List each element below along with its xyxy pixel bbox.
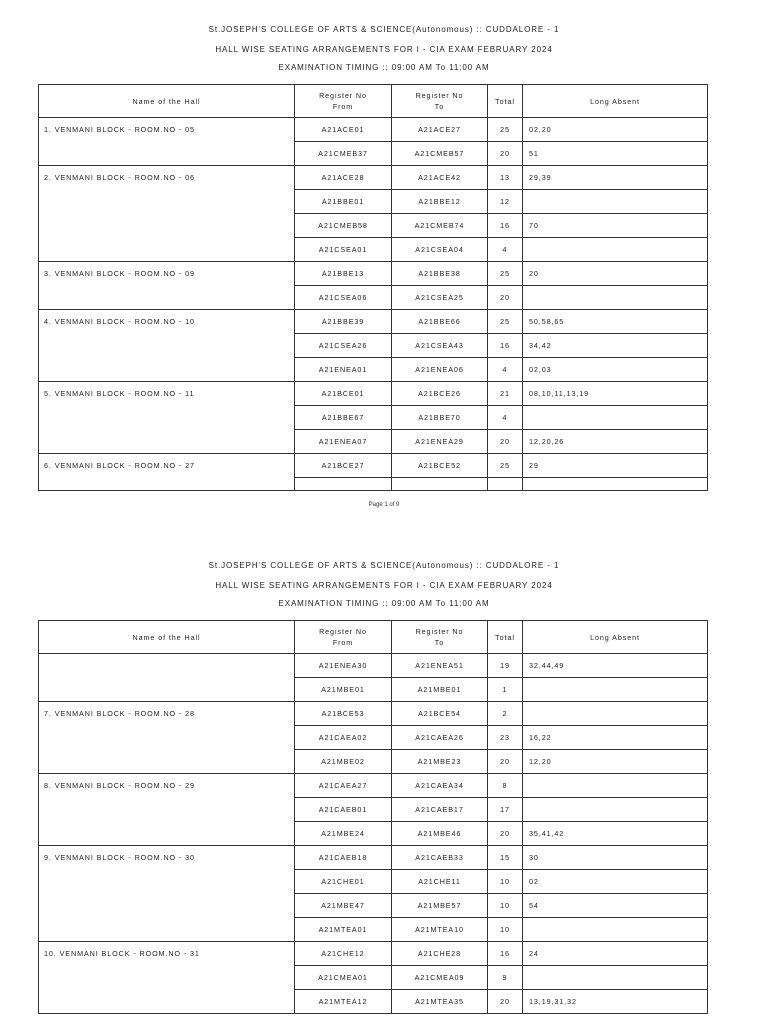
register-to-cell: A21ENEA29 (392, 430, 488, 454)
total-cell: 20 (488, 142, 523, 166)
table-row (39, 118, 708, 142)
register-to-cell: A21CSEA25 (392, 286, 488, 310)
total-cell: 20 (488, 990, 523, 1014)
register-from-cell: A21MBE02 (295, 750, 392, 774)
table-row (39, 654, 708, 678)
register-to-cell: A21MBE01 (392, 678, 488, 702)
table-row (39, 310, 708, 334)
register-from-cell: A21CAEB01 (295, 798, 392, 822)
column-header-absent: Long Absent (523, 621, 708, 654)
hall-name-cell: 2. VENMANI BLOCK - ROOM.NO - 06 (39, 166, 295, 262)
register-to-cell: A21ENEA51 (392, 654, 488, 678)
register-to-cell: A21CMEA09 (392, 966, 488, 990)
register-to-cell: A21BBE12 (392, 190, 488, 214)
long-absent-cell (523, 406, 708, 430)
total-cell: 20 (488, 750, 523, 774)
total-cell: 9 (488, 966, 523, 990)
register-to-cell: A21BCE52 (392, 454, 488, 478)
long-absent-cell (523, 238, 708, 262)
hall-name-cell: 7. VENMANI BLOCK - ROOM.NO - 28 (39, 702, 295, 774)
column-header-to: Register No To (392, 621, 488, 654)
long-absent-cell: 02,20 (523, 118, 708, 142)
hall-name-cell: 6. VENMANI BLOCK - ROOM.NO - 27 (39, 454, 295, 491)
total-cell: 1 (488, 678, 523, 702)
register-to-cell: A21CSEA04 (392, 238, 488, 262)
register-to-cell: A21CAEA34 (392, 774, 488, 798)
table-row (39, 454, 708, 478)
table-row (39, 262, 708, 286)
register-to-cell: A21BBE70 (392, 406, 488, 430)
column-header-hall: Name of the Hall (39, 85, 295, 118)
total-cell: 20 (488, 822, 523, 846)
long-absent-cell: 51 (523, 142, 708, 166)
register-to-cell: A21BBE38 (392, 262, 488, 286)
total-cell: 25 (488, 118, 523, 142)
long-absent-cell: 16,22 (523, 726, 708, 750)
register-from-cell: A21BCE53 (295, 702, 392, 726)
register-to-cell: A21MTEA35 (392, 990, 488, 1014)
register-to-cell: A21MBE57 (392, 894, 488, 918)
total-cell: 20 (488, 286, 523, 310)
total-cell: 25 (488, 262, 523, 286)
register-to-cell: A21MTEA10 (392, 918, 488, 942)
long-absent-cell: 34,42 (523, 334, 708, 358)
total-cell: 17 (488, 798, 523, 822)
table-header-row (39, 85, 708, 118)
register-from-cell: A21CAEA02 (295, 726, 392, 750)
column-header-absent: Long Absent (523, 85, 708, 118)
college-header: St.JOSEPH'S COLLEGE OF ARTS & SCIENCE(Autonomous) :: CUDDALORE - 1 (208, 25, 560, 34)
register-from-cell: A21CSEA26 (295, 334, 392, 358)
column-header-from: Register No From (295, 621, 392, 654)
register-to-cell: A21CAEB17 (392, 798, 488, 822)
long-absent-cell: 20 (523, 262, 708, 286)
total-cell: 21 (488, 382, 523, 406)
long-absent-cell: 35,41,42 (523, 822, 708, 846)
register-from-cell: A21CMEB37 (295, 142, 392, 166)
total-cell: 4 (488, 238, 523, 262)
seating-table (38, 620, 708, 1014)
column-header-to: Register No To (392, 85, 488, 118)
long-absent-cell: 24 (523, 942, 708, 966)
exam-timing: EXAMINATION TIMING :: 09:00 AM To 11:00 AM (278, 63, 490, 72)
register-to-cell: A21MBE46 (392, 822, 488, 846)
register-from-cell: A21MBE47 (295, 894, 392, 918)
register-from-cell: A21CSEA01 (295, 238, 392, 262)
register-to-cell: A21CSEA43 (392, 334, 488, 358)
register-to-cell: A21MBE23 (392, 750, 488, 774)
total-cell: 4 (488, 406, 523, 430)
table-row (39, 774, 708, 798)
column-header-total: Total (488, 621, 523, 654)
exam-title: HALL WISE SEATING ARRANGEMENTS FOR I - CIA EXAM FEBRUARY 2024 (215, 581, 553, 590)
register-from-cell: A21CMEB58 (295, 214, 392, 238)
long-absent-cell: 08,10,11,13,19 (523, 382, 708, 406)
long-absent-cell (523, 918, 708, 942)
long-absent-cell (523, 798, 708, 822)
column-header-from: Register No From (295, 85, 392, 118)
register-from-cell: A21MBE24 (295, 822, 392, 846)
table-row (39, 166, 708, 190)
total-cell: 12 (488, 190, 523, 214)
long-absent-cell: 12,20,26 (523, 430, 708, 454)
table-header-row (39, 621, 708, 654)
total-cell: 10 (488, 894, 523, 918)
long-absent-cell: 02,03 (523, 358, 708, 382)
register-to-cell: A21ACE42 (392, 166, 488, 190)
long-absent-cell: 29,39 (523, 166, 708, 190)
register-to-cell: A21ACE27 (392, 118, 488, 142)
register-from-cell: A21BCE27 (295, 454, 392, 478)
register-from-cell: A21MTEA12 (295, 990, 392, 1014)
register-to-cell: A21CHE11 (392, 870, 488, 894)
table-row (39, 846, 708, 870)
register-to-cell: A21CHE28 (392, 942, 488, 966)
register-to-cell: A21BCE26 (392, 382, 488, 406)
register-from-cell: A21BCE01 (295, 382, 392, 406)
register-from-cell: A21CMEA01 (295, 966, 392, 990)
long-absent-cell (523, 286, 708, 310)
register-from-cell: A21BBE01 (295, 190, 392, 214)
hall-name-cell: 4. VENMANI BLOCK - ROOM.NO - 10 (39, 310, 295, 382)
total-cell: 19 (488, 654, 523, 678)
column-header-total: Total (488, 85, 523, 118)
register-from-cell: A21BBE13 (295, 262, 392, 286)
empty-cell (392, 478, 488, 491)
total-cell: 4 (488, 358, 523, 382)
register-from-cell: A21CAEB18 (295, 846, 392, 870)
empty-cell (523, 478, 708, 491)
long-absent-cell: 32,44,49 (523, 654, 708, 678)
total-cell: 25 (488, 454, 523, 478)
long-absent-cell (523, 678, 708, 702)
register-from-cell: A21CSEA06 (295, 286, 392, 310)
exam-title: HALL WISE SEATING ARRANGEMENTS FOR I - CIA EXAM FEBRUARY 2024 (215, 45, 553, 54)
long-absent-cell: 70 (523, 214, 708, 238)
table-row (39, 942, 708, 966)
total-cell: 20 (488, 430, 523, 454)
long-absent-cell: 12,20 (523, 750, 708, 774)
total-cell: 23 (488, 726, 523, 750)
register-from-cell: A21ACE01 (295, 118, 392, 142)
total-cell: 16 (488, 214, 523, 238)
long-absent-cell: 50,58,65 (523, 310, 708, 334)
hall-name-cell (39, 654, 295, 702)
register-from-cell: A21MTEA01 (295, 918, 392, 942)
register-to-cell: A21CMEB57 (392, 142, 488, 166)
hall-name-cell: 8. VENMANI BLOCK - ROOM.NO - 29 (39, 774, 295, 846)
column-header-hall: Name of the Hall (39, 621, 295, 654)
long-absent-cell: 54 (523, 894, 708, 918)
long-absent-cell (523, 190, 708, 214)
table-row (39, 702, 708, 726)
hall-name-cell: 1. VENMANI BLOCK - ROOM.NO - 05 (39, 118, 295, 166)
register-from-cell: A21ACE28 (295, 166, 392, 190)
register-from-cell: A21CHE12 (295, 942, 392, 966)
hall-name-cell: 10. VENMANI BLOCK - ROOM.NO - 31 (39, 942, 295, 1014)
hall-name-cell: 9. VENMANI BLOCK - ROOM.NO - 30 (39, 846, 295, 942)
page-footer: Page 1 of 9 (368, 502, 400, 508)
empty-cell (488, 478, 523, 491)
register-to-cell: A21ENEA06 (392, 358, 488, 382)
register-to-cell: A21BCE54 (392, 702, 488, 726)
register-from-cell: A21ENEA01 (295, 358, 392, 382)
hall-name-cell: 3. VENMANI BLOCK - ROOM.NO - 09 (39, 262, 295, 310)
exam-timing: EXAMINATION TIMING :: 09:00 AM To 11:00 AM (278, 599, 490, 608)
seating-table (38, 84, 708, 491)
total-cell: 13 (488, 166, 523, 190)
college-header: St.JOSEPH'S COLLEGE OF ARTS & SCIENCE(Autonomous) :: CUDDALORE - 1 (208, 561, 560, 570)
long-absent-cell: 30 (523, 846, 708, 870)
register-from-cell: A21BBE67 (295, 406, 392, 430)
long-absent-cell (523, 966, 708, 990)
register-from-cell: A21MBE01 (295, 678, 392, 702)
register-to-cell: A21CAEA26 (392, 726, 488, 750)
register-from-cell: A21BBE39 (295, 310, 392, 334)
long-absent-cell (523, 774, 708, 798)
register-from-cell: A21CAEA27 (295, 774, 392, 798)
register-to-cell: A21BBE66 (392, 310, 488, 334)
total-cell: 25 (488, 310, 523, 334)
long-absent-cell: 29 (523, 454, 708, 478)
long-absent-cell: 13,19,31,32 (523, 990, 708, 1014)
empty-cell (295, 478, 392, 491)
table-row (39, 382, 708, 406)
register-from-cell: A21ENEA07 (295, 430, 392, 454)
total-cell: 16 (488, 942, 523, 966)
total-cell: 10 (488, 870, 523, 894)
total-cell: 15 (488, 846, 523, 870)
register-from-cell: A21ENEA30 (295, 654, 392, 678)
total-cell: 2 (488, 702, 523, 726)
total-cell: 10 (488, 918, 523, 942)
register-to-cell: A21CMEB74 (392, 214, 488, 238)
long-absent-cell: 02 (523, 870, 708, 894)
total-cell: 8 (488, 774, 523, 798)
hall-name-cell: 5. VENMANI BLOCK - ROOM.NO - 11 (39, 382, 295, 454)
total-cell: 16 (488, 334, 523, 358)
long-absent-cell (523, 702, 708, 726)
register-from-cell: A21CHE01 (295, 870, 392, 894)
register-to-cell: A21CAEB33 (392, 846, 488, 870)
